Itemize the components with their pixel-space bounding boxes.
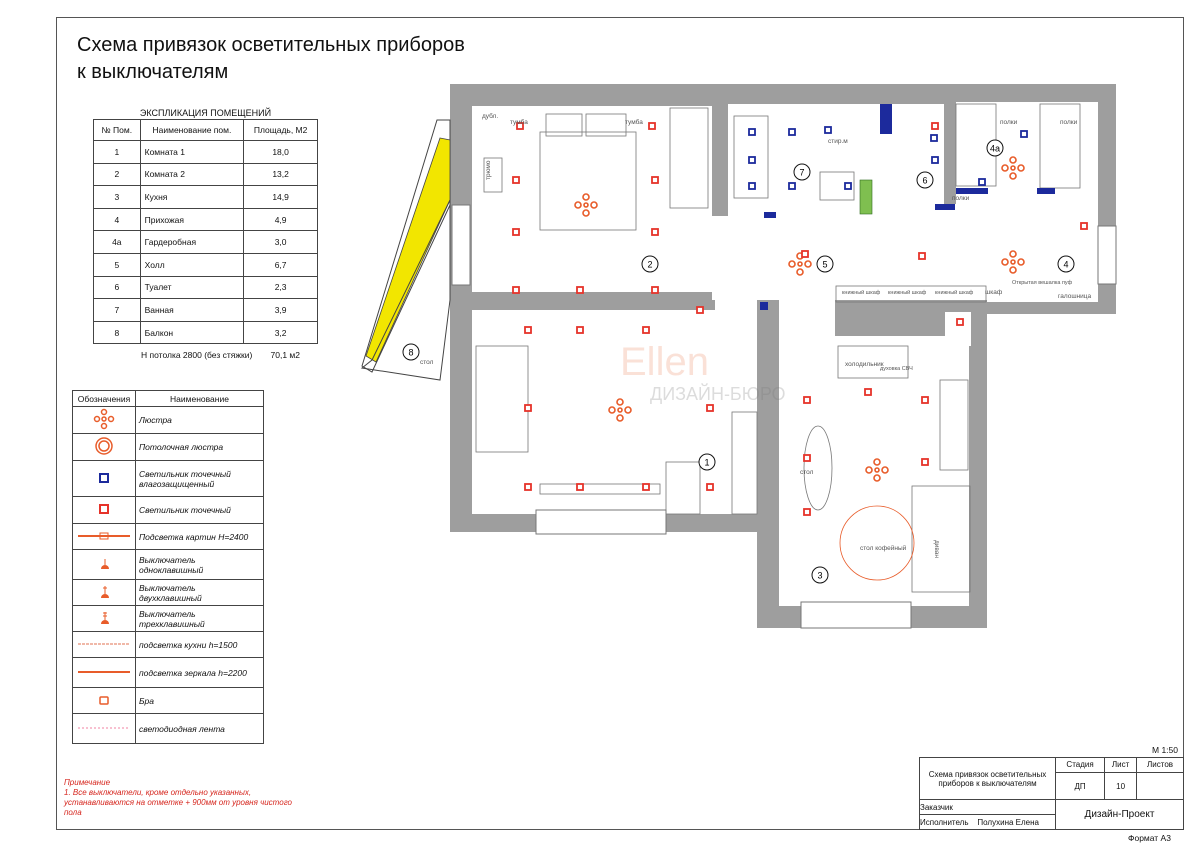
watermark: Ellen <box>620 340 709 384</box>
stamp-title: Схема привязок осветительных приборов к выключателям <box>920 758 1056 800</box>
title-block <box>919 757 1184 830</box>
col-num: № Пом. <box>94 120 141 141</box>
explication-num: 3 <box>94 186 141 209</box>
svg-text:3: 3 <box>817 570 823 581</box>
waterproof-spotlight-icon <box>825 127 831 133</box>
spotlight-icon <box>922 397 928 403</box>
col-name: Наименование пом. <box>140 120 244 141</box>
legend-label: Светильник точечный <box>136 497 264 524</box>
label-polki-3: полки <box>952 195 970 202</box>
explication-num: 2 <box>94 163 141 186</box>
legend-label: Бра <box>136 688 264 714</box>
stamp-stage: ДП <box>1056 772 1105 799</box>
explication-area: 18,0 <box>244 141 318 164</box>
spotlight-icon <box>697 307 703 313</box>
explication-name: Холл <box>140 253 244 276</box>
label-bookcase-3: книжный шкаф <box>935 290 974 296</box>
svg-text:4а: 4а <box>989 143 1001 154</box>
label-tumba-1: тумба <box>510 119 528 126</box>
explication-name: Ванная <box>140 299 244 322</box>
room-number <box>917 172 933 188</box>
spotlight-icon <box>1081 223 1087 229</box>
stamp-executor: Исполнитель Полухина Елена <box>920 815 1056 830</box>
stamp-project: Дизайн-Проект <box>1056 800 1184 830</box>
explication-name: Комната 2 <box>140 163 244 186</box>
spotlight-icon <box>865 389 871 395</box>
explication-name: Кухня <box>140 186 244 209</box>
waterproof-spotlight-icon <box>931 135 937 141</box>
svg-text:7: 7 <box>799 167 805 178</box>
label-washer: стир.м <box>828 138 848 145</box>
room-number <box>1058 256 1074 272</box>
watermark-subtitle: ДИЗАЙН-БЮРО <box>650 384 786 404</box>
explication-num: 8 <box>94 321 141 344</box>
spotlight-icon <box>957 319 963 325</box>
waterproof-spotlight-icon <box>845 183 851 189</box>
spotlight-icon <box>652 287 658 293</box>
spotlight-icon <box>513 177 519 183</box>
note-title: Примечание <box>64 778 111 787</box>
spotlight-icon <box>577 327 583 333</box>
explication-name: Прихожая <box>140 208 244 231</box>
spotlight-icon <box>513 287 519 293</box>
label-sofa: диван <box>933 540 940 559</box>
legend-col-symbol: Обозначения <box>73 391 136 407</box>
stamp-sheet: 10 <box>1105 772 1137 799</box>
spotlight-icon <box>932 123 938 129</box>
explication-title: ЭКСПЛИКАЦИЯ ПОМЕЩЕНИЙ <box>139 108 272 118</box>
spotlight-icon <box>804 509 810 515</box>
label-bookcase-2: книжный шкаф <box>888 290 927 296</box>
explication-area: 3,0 <box>244 231 318 254</box>
stamp-sheets-label: Листов <box>1137 758 1184 773</box>
spotlight-icon <box>804 455 810 461</box>
label-trumo: трюмо <box>485 160 492 180</box>
spotlight-icon <box>707 484 713 490</box>
svg-text:2: 2 <box>647 259 653 270</box>
legend-label: Подсветка картин Н=2400 <box>136 524 264 550</box>
explication-num: 6 <box>94 276 141 299</box>
explication-num: 1 <box>94 141 141 164</box>
spotlight-icon <box>525 484 531 490</box>
label-polki-1: полки <box>1000 119 1018 126</box>
room-number <box>812 567 828 583</box>
legend-label: Выключатель двухклавишный <box>136 580 264 606</box>
label-tumba-2: тумба <box>625 119 643 126</box>
waterproof-spotlight-icon <box>789 183 795 189</box>
room-number <box>699 454 715 470</box>
spotlight-icon <box>922 459 928 465</box>
label-oven: духовка СВЧ <box>880 366 913 372</box>
legend-label: Светильник точечный влагозащищенный <box>136 461 264 497</box>
legend-label: Выключатель трехклавишный <box>136 606 264 632</box>
svg-text:1: 1 <box>704 457 710 468</box>
label-fridge: холодильник <box>845 361 884 368</box>
waterproof-spotlight-icon <box>932 157 938 163</box>
label-polki-2: полки <box>1060 119 1078 126</box>
scale-label: М 1:50 <box>1152 745 1178 755</box>
spotlight-icon <box>525 327 531 333</box>
spotlight-icon <box>802 251 808 257</box>
explication-num: 4а <box>94 231 141 254</box>
svg-text:6: 6 <box>922 175 928 186</box>
label-coat-rack: Открытая вешалка пуф <box>1012 280 1073 286</box>
waterproof-spotlight-icon <box>749 157 755 163</box>
spotlight-icon <box>513 229 519 235</box>
stamp-sheets <box>1137 772 1184 799</box>
col-area: Площадь, М2 <box>244 120 318 141</box>
room-number <box>987 140 1003 156</box>
svg-text:4: 4 <box>1063 259 1069 270</box>
waterproof-spotlight-icon <box>749 129 755 135</box>
explication-num: 7 <box>94 299 141 322</box>
room-number <box>403 344 419 360</box>
stamp-stage-label: Стадия <box>1056 758 1105 773</box>
format-label: Формат А3 <box>1128 833 1171 843</box>
spotlight-icon <box>525 405 531 411</box>
explication-area: 14,9 <box>244 186 318 209</box>
explication-num: 5 <box>94 253 141 276</box>
explication-area: 2,3 <box>244 276 318 299</box>
explication-name: Балкон <box>140 321 244 344</box>
spotlight-icon <box>577 484 583 490</box>
explication-name: Комната 1 <box>140 141 244 164</box>
legend-label: Потолочная люстра <box>136 434 264 461</box>
explication-area: 6,7 <box>244 253 318 276</box>
spotlight-icon <box>577 287 583 293</box>
label-wardrobe: шкаф <box>985 289 1003 296</box>
spotlight-icon <box>643 327 649 333</box>
page-title: Схема привязок осветительных приборов к выключателям <box>77 34 465 83</box>
room-number <box>817 256 833 272</box>
legend-label: подсветка кухни h=1500 <box>136 632 264 658</box>
label-bookcase-1: книжный шкаф <box>842 290 881 296</box>
spotlight-icon <box>652 229 658 235</box>
legend-label: Люстра <box>136 407 264 434</box>
svg-text:8: 8 <box>408 347 414 358</box>
label-balcony-table: стол <box>420 359 434 366</box>
explication-area: 3,9 <box>244 299 318 322</box>
explication-area: 4,9 <box>244 208 318 231</box>
stamp-sheet-label: Лист <box>1105 758 1137 773</box>
spotlight-icon <box>649 123 655 129</box>
spotlight-icon <box>643 484 649 490</box>
explication-area: 13,2 <box>244 163 318 186</box>
legend-label: Выключатель одноклавишный <box>136 550 264 580</box>
waterproof-spotlight-icon <box>979 179 985 185</box>
spotlight-icon <box>919 253 925 259</box>
explication-name: Туалет <box>140 276 244 299</box>
legend-label: подсветка зеркала h=2200 <box>136 658 264 688</box>
total-area: 70,1 м2 <box>270 350 300 360</box>
stamp-customer-label: Заказчик <box>920 800 1056 815</box>
room-number <box>642 256 658 272</box>
explication-area: 3,2 <box>244 321 318 344</box>
spotlight-icon <box>707 405 713 411</box>
spotlight-icon <box>652 177 658 183</box>
label-dubl: дубл. <box>482 113 499 120</box>
spotlight-icon <box>804 397 810 403</box>
waterproof-spotlight-icon <box>749 183 755 189</box>
room-number <box>794 164 810 180</box>
explication-num: 4 <box>94 208 141 231</box>
svg-text:5: 5 <box>822 259 828 270</box>
label-table: стол <box>800 469 814 476</box>
label-shoe-rack: галошница <box>1058 293 1092 300</box>
legend-col-name: Наименование <box>136 391 264 407</box>
note-text: 1. Все выключатели, кроме отдельно указанных, устанавливаются на отметке + 900мм от уровня чистого пола <box>64 788 292 817</box>
ceiling-height-label: Н потолка 2800 (без стяжки) <box>141 350 253 360</box>
explication-name: Гардеробная <box>140 231 244 254</box>
waterproof-spotlight-icon <box>1021 131 1027 137</box>
label-coffee-table: стол кофейный <box>860 545 907 552</box>
waterproof-spotlight-icon <box>789 129 795 135</box>
legend-label: светодиодная лента <box>136 714 264 744</box>
